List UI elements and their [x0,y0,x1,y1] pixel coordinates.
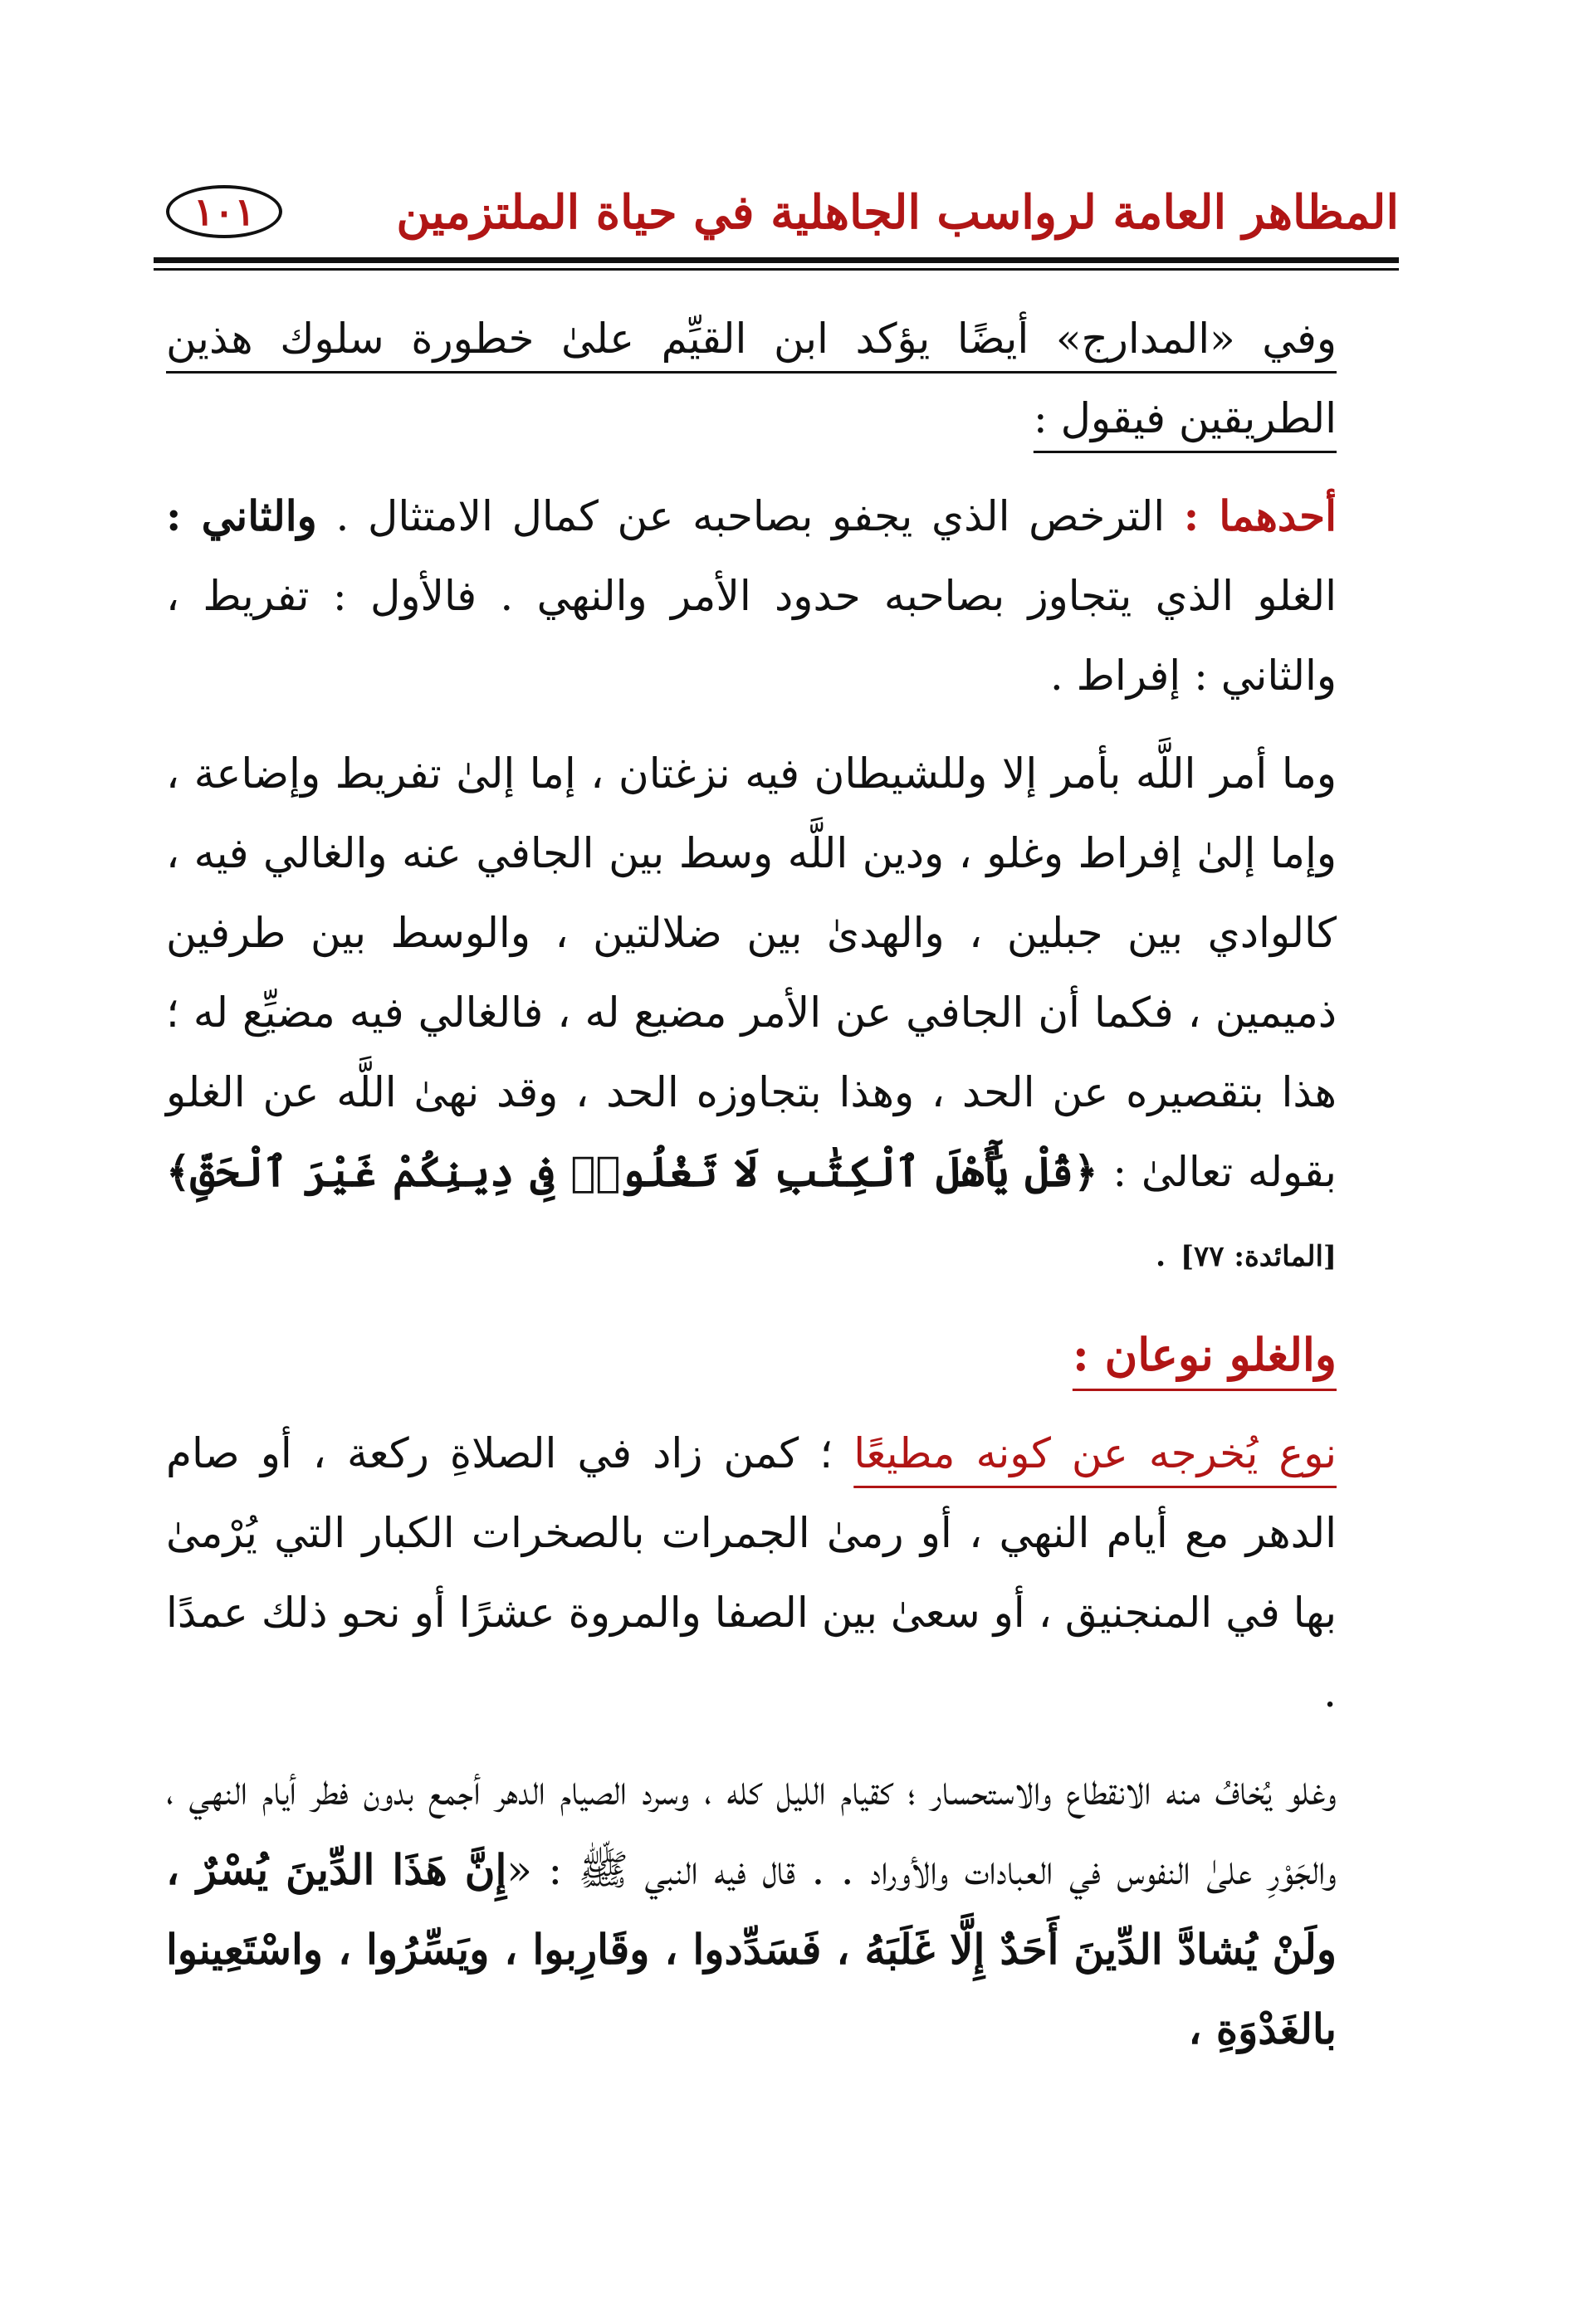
subheading-text: والغلو نوعان : [1072,1328,1337,1381]
page-header [154,162,1399,253]
paragraph-4 [166,1413,1395,1732]
paragraph-2-text-a: الترخص الذي يجفو بصاحبه عن كمال الامتثال . [335,492,1166,540]
subheading [166,1315,1395,1395]
header-rule-thin [154,268,1399,271]
paragraph-3-text: وما أمر اللَّه بأمر إلا وللشيطان فيه نزغتان ، إما إلىٰ تفريط وإضاعة ، وإما إلىٰ إفراط وغلو ، ودين اللَّه وسط بين الجافي عنه والغالي فيه ، كالوادي بين جبلين ، والهدىٰ بين ضلالتين ، والوسط بين طرفين ذميمين ، فكما أن الجافي عن الأمر مضيع له ، فالغالي فيه مضيِّع له ؛ هذا بتقصيره عن الحد ، وهذا بتجاوزه الحد ، وقد نهىٰ اللَّه عن الغلو بقوله تعالىٰ : [166,749,1337,1196]
paragraph-3 [166,734,1395,1296]
hadith-text: إِنَّ هَذَا الدِّينَ يُسْرٌ ، ولَنْ يُشادَّ الدِّينَ أَحَدٌ إِلَّا غَلَبَهُ ، فَسَدِّدوا ، وقَارِبوا ، ويَسِّرُوا ، واسْتَعِينوا بالغَدْوَةِ ، [166,1845,1337,2053]
first-label: أحدهما : [1183,491,1337,540]
paragraph-5-text: وغلو يُخافُ منه الانقطاع والاستحسار ؛ كقيام الليل كله ، وسرد الصيام الدهر أجمع بدون فطر أيام النهي ، والجَوْرِ علىٰ النفوس في العبادات والأوراد . . قال فيه النبي ﷺ : « [166,1766,1337,1894]
paragraph-5 [166,1750,1395,2069]
first-type-label: نوع يُخرجه عن كونه مطيعًا [853,1429,1337,1477]
paragraph-1-text: وفي «المدارج» أيضًا يؤكد ابن القيِّم علىٰ خطورة سلوك هذين الطريقين فيقول : [166,315,1337,442]
page-number: ١٠١ [193,189,256,234]
quran-verse: ﴿قُلْ يَٰٓأَهْلَ ٱلْكِتَٰبِ لَا تَغْلُوا۟ فِى دِينِكُمْ غَيْرَ ٱلْحَقِّ﴾ [166,1147,1098,1196]
running-title: المظاهر العامة لرواسب الجاهلية في حياة الملتزمين [396,185,1399,240]
header-rule-thick [154,257,1399,263]
page-body [166,299,1395,2087]
paragraph-2 [166,476,1395,715]
paragraph-1 [166,299,1395,458]
page-number-oval [166,185,282,238]
verse-reference: [المائدة: ٧٧] [1180,1240,1337,1273]
paragraph-3-end: . [1154,1228,1181,1276]
paragraph-2-text-b: الغلو الذي يتجاوز بصاحبه حدود الأمر والنهي . فالأول : تفريط ، والثاني : إفراط . [166,572,1337,700]
second-label: والثاني : [166,491,317,540]
paragraph-4-text: ؛ كمن زاد في الصلاةِ ركعة ، أو صام الدهر مع أيام النهي ، أو رمىٰ الجمرات بالصخرات الكبار التي يُرْمىٰ بها في المنجنيق ، أو سعىٰ بين الصفا والمروة عشرًا أو نحو ذلك عمدًا . [166,1429,1337,1716]
